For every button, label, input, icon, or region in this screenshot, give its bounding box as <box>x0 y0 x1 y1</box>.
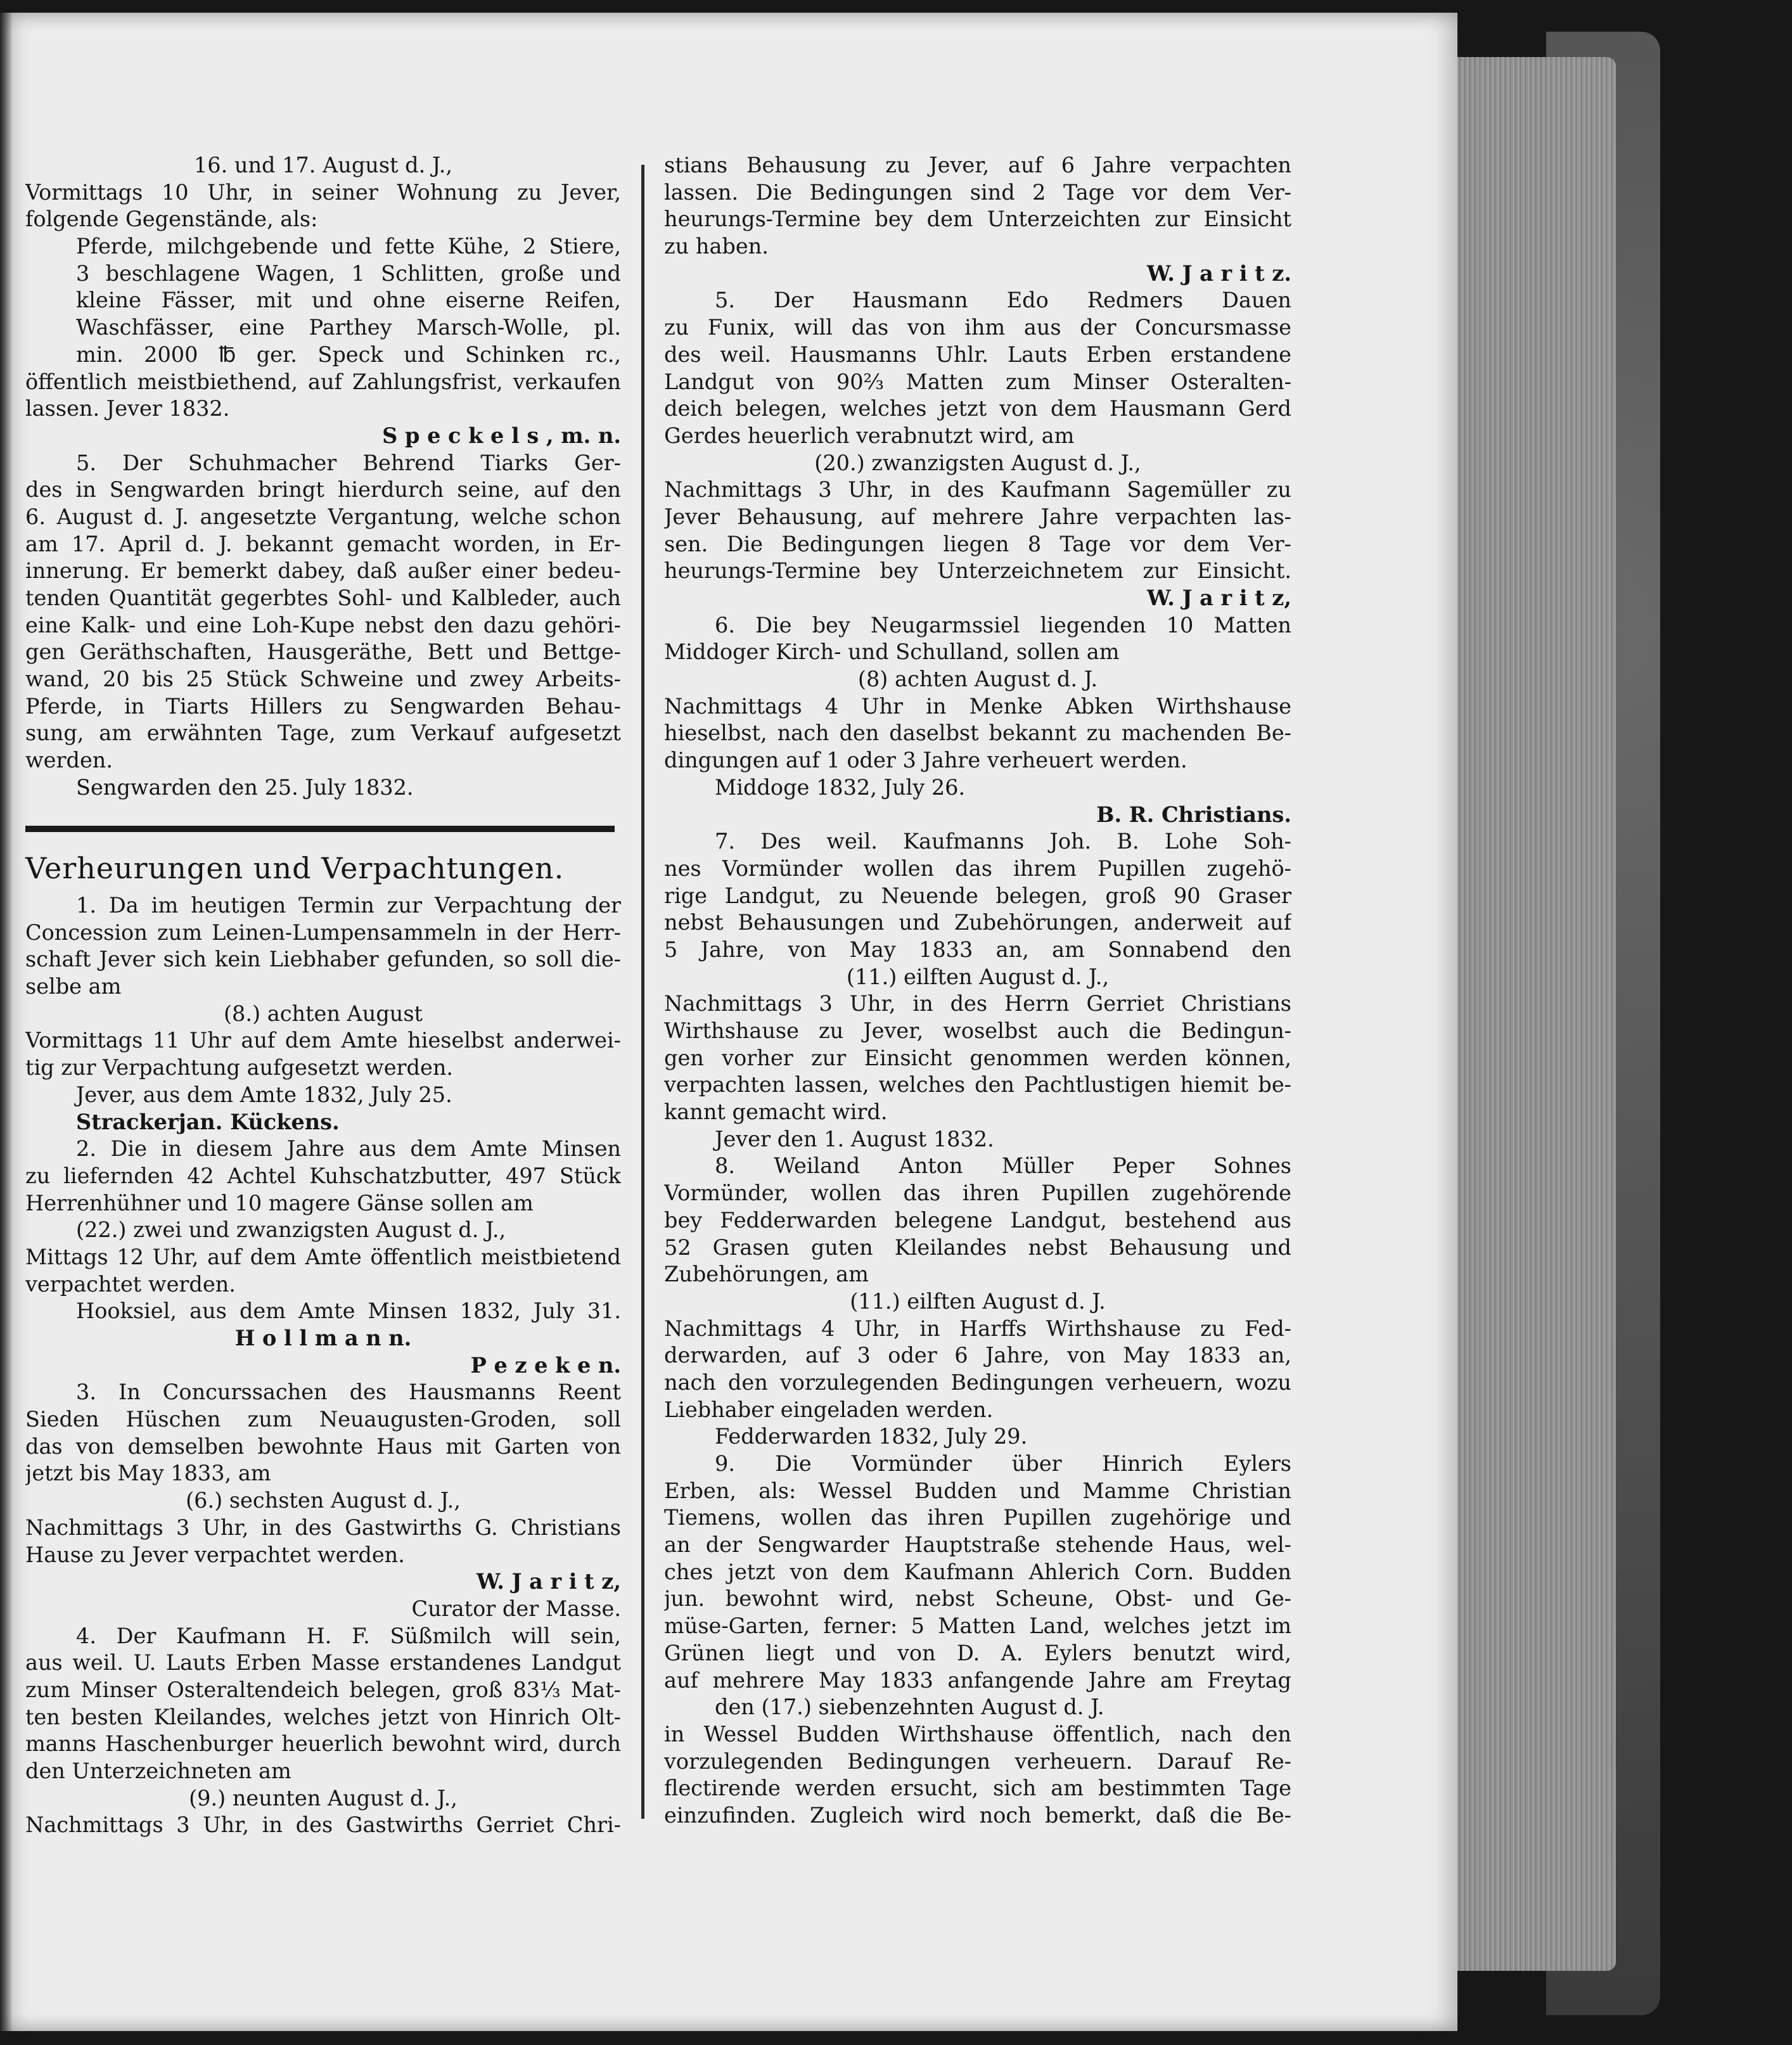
text-line: gen Geräthschaften, Hausgeräthe, Bett und Bettge- <box>25 639 621 665</box>
text-line: Vormittags 10 Uhr, in seiner Wohnung zu Jever, <box>25 179 621 205</box>
text-line: müse-Garten, ferner: 5 Matten Land, welches jetzt im <box>664 1613 1291 1639</box>
text-line: in Wessel Budden Wirthshause öffentlich, nach den <box>664 1721 1291 1747</box>
text-line: tig zur Verpachtung aufgesetzt werden. <box>25 1055 454 1080</box>
text-line: Jever Behausung, auf mehrere Jahre verpachten las- <box>664 504 1291 529</box>
text-line: 16. und 17. August d. J., <box>193 153 453 177</box>
text-line: stians Behausung zu Jever, auf 6 Jahre verpachten <box>664 153 1291 177</box>
text-line: Landgut von 90⅔ Matten zum Minser Osteralten- <box>664 369 1291 394</box>
text-line: des in Sengwarden bringt hierdurch seine, auf den <box>25 477 621 503</box>
text-line: jun. bewohnt wird, nebst Scheune, Obst- und Ge- <box>664 1586 1291 1612</box>
text-line: des weil. Hausmanns Uhlr. Lauts Erben erstandene <box>664 342 1291 367</box>
text-line: aus weil. U. Lauts Erben Masse erstandenes Landgut <box>25 1650 621 1676</box>
text-line: Nachmittags 4 Uhr in Menke Abken Wirthshause <box>664 693 1291 719</box>
text-line: jetzt bis May 1833, am <box>25 1461 271 1486</box>
text-line: 3 beschlagene Wagen, 1 Schlitten, große und <box>76 260 621 286</box>
text-line: Tiemens, wollen das ihren Pupillen zugehörige und <box>664 1505 1291 1530</box>
text-line: Hooksiel, aus dem Amte Minsen 1832, July 31. <box>76 1298 621 1324</box>
text-line: Vormittags 11 Uhr auf dem Amte hieselbst anderwei- <box>25 1028 621 1053</box>
gutter-shadow <box>0 13 13 2031</box>
text-line: derwarden, auf 3 oder 6 Jahre, von May 1833 an, <box>664 1343 1291 1368</box>
text-line: 8. Weiland Anton Müller Peper Sohnes <box>715 1153 1291 1179</box>
text-line: Sengwarden den 25. July 1832. <box>76 774 414 800</box>
text-line: Zubehörungen, am <box>664 1262 869 1287</box>
text-line: W. J a r i t z, <box>476 1569 621 1594</box>
section-title: Verheurungen und Verpachtungen. <box>25 851 565 885</box>
text-line: Liebhaber eingeladen werden. <box>664 1397 994 1422</box>
text-line: Grünen liegt und von D. A. Eylers benutzt wird, <box>664 1640 1291 1665</box>
text-line: H o l l m a n n. <box>234 1326 412 1350</box>
text-line: das von demselben bewohnte Haus mit Garten von <box>25 1433 621 1459</box>
text-line: nach den vorzulegenden Bedingungen verheuern, wozu <box>664 1369 1291 1395</box>
text-line: Erben, als: Wessel Budden und Mamme Christian <box>664 1478 1291 1503</box>
text-line: Middoge 1832, July 26. <box>715 774 966 800</box>
text-line: sung, am erwähnten Tage, zum Verkauf aufgesetzt <box>25 721 621 746</box>
text-line: 7. Des weil. Kaufmanns Joh. B. Lohe Soh- <box>715 829 1291 854</box>
text-line: Middoger Kirch- und Schulland, sollen am <box>664 639 1120 665</box>
text-line: verpachten lassen, welches den Pachtlustigen hiemit be- <box>664 1072 1291 1098</box>
text-line: 5. Der Hausmann Edo Redmers Dauen <box>715 288 1291 313</box>
text-line: Vormünder, wollen das ihren Pupillen zugehörende <box>664 1181 1291 1206</box>
text-line: nebst Behausungen und Zubehörungen, anderweit auf <box>664 910 1291 935</box>
text-line: 52 Grasen guten Kleilandes nebst Behausung und <box>664 1234 1291 1260</box>
text-line: 1. Da im heutigen Termin zur Verpachtung der <box>76 893 621 918</box>
text-line: auf mehrere May 1833 anfangende Jahre am Freytag <box>664 1667 1291 1693</box>
text-line: ches jetzt von dem Kaufmann Ahlerich Corn. Budden <box>664 1559 1291 1584</box>
text-line: verpachtet werden. <box>25 1271 236 1297</box>
text-line: 5 Jahre, von May 1833 an, am Sonnabend den <box>664 937 1291 962</box>
text-line: Wirthshause zu Jever, woselbst auch die Bedingun- <box>664 1018 1291 1043</box>
left-column-top <box>25 152 621 802</box>
text-line: zum Minser Osteraltendeich belegen, groß 83⅓ Mat- <box>25 1677 621 1702</box>
text-line: selbe am <box>25 974 122 999</box>
text-line: an der Sengwarder Hauptstraße stehende Haus, wel- <box>664 1532 1291 1558</box>
text-line: öffentlich meistbiethend, auf Zahlungsfrist, verkaufen <box>25 369 621 394</box>
text-line: Waschfässer, eine Parthey Marsch-Wolle, pl. <box>76 315 621 340</box>
text-line: flectirende werden ersucht, sich am bestimmten Tage <box>664 1776 1291 1801</box>
text-line: (8) achten August d. J. <box>857 667 1098 692</box>
text-line: Jever, aus dem Amte 1832, July 25. <box>76 1082 452 1107</box>
text-line: P e z e k e n. <box>470 1352 621 1378</box>
text-line: zu Funix, will das von ihm aus der Concursmasse <box>664 315 1291 340</box>
text-line: deich belegen, welches jetzt von dem Hausmann Gerd <box>664 396 1291 421</box>
text-line: am 17. April d. J. bekannt gemacht worden, in Er- <box>25 531 621 556</box>
text-line: einzufinden. Zugleich wird noch bemerkt, daß die Be- <box>664 1802 1291 1828</box>
text-line: (11.) eilften August d. J. <box>850 1288 1106 1314</box>
text-line: Fedderwarden 1832, July 29. <box>715 1424 1028 1449</box>
text-line: heurungs-Termine bey Unterzeichnetem zur Einsicht. <box>664 558 1291 584</box>
text-line: 6. Die bey Neugarmssiel liegenden 10 Matten <box>715 612 1291 638</box>
text-line: Pferde, in Tiarts Hillers zu Sengwarden Behau- <box>25 693 621 719</box>
column-rule <box>641 165 644 1819</box>
text-line: Nachmittags 3 Uhr, in des Herrn Gerriet Christians <box>664 991 1291 1016</box>
text-line: Curator der Masse. <box>411 1596 621 1621</box>
text-line: 3. In Concurssachen des Hausmanns Reent <box>76 1380 621 1405</box>
text-line: den Unterzeichneten am <box>25 1759 291 1783</box>
text-line: den (17.) siebenzehnten August d. J. <box>715 1695 1104 1720</box>
text-line: kannt gemacht wird. <box>664 1099 888 1125</box>
text-line: 5. Der Schuhmacher Behrend Tiarks Ger- <box>76 450 621 475</box>
text-line: Sieden Hüschen zum Neuaugusten-Groden, soll <box>25 1407 621 1432</box>
text-line: Concession zum Leinen-Lumpensammeln in der Herr- <box>25 920 621 945</box>
text-line: min. 2000 ℔ ger. Speck und Schinken rc., <box>76 342 621 367</box>
text-line: (22.) zwei und zwanzigsten August d. J., <box>76 1217 506 1243</box>
text-line: Gerdes heuerlich verabnutzt wird, am <box>664 423 1075 448</box>
text-line: Nachmittags 4 Uhr, in Harffs Wirthshause zu Fed- <box>664 1316 1291 1341</box>
text-line: Nachmittags 3 Uhr, in des Gastwirths G. Christians <box>25 1515 621 1540</box>
text-line: Nachmittags 3 Uhr, in des Kaufmann Sagemüller zu <box>664 477 1291 503</box>
text-line: wand, 20 bis 25 Stück Schweine und zwey Arbeits- <box>25 667 621 692</box>
text-line: Jever den 1. August 1832. <box>715 1126 994 1151</box>
text-line: schaft Jever sich kein Liebhaber gefunden, so soll die- <box>25 947 621 972</box>
text-line: (8.) achten August <box>223 1001 423 1026</box>
text-line: Mittags 12 Uhr, auf dem Amte öffentlich meistbietend <box>25 1244 621 1269</box>
text-line: (6.) sechsten August d. J., <box>186 1488 461 1513</box>
text-line: 2. Die in diesem Jahre aus dem Amte Minsen <box>76 1136 621 1162</box>
text-line: Herrenhühner und 10 magere Gänse sollen am <box>25 1190 534 1215</box>
text-line: tenden Quantität gegerbtes Sohl- und Kalbleder, auch <box>25 586 621 610</box>
right-column <box>664 152 1291 1830</box>
text-line: Strackerjan. Kückens. <box>76 1109 340 1134</box>
text-line: Pferde, milchgebende und fette Kühe, 2 Stiere, <box>76 234 621 259</box>
left-column-bottom <box>25 892 621 1839</box>
text-line: (20.) zwanzigsten August d. J., <box>814 450 1141 475</box>
text-line: W. J a r i t z, <box>1146 586 1291 610</box>
text-line: nes Vormünder wollen das ihrem Pupillen zugehö- <box>664 856 1291 881</box>
text-line: W. J a r i t z. <box>1146 260 1291 286</box>
text-line: manns Haschenburger heuerlich bewohnt wird, durch <box>25 1731 621 1757</box>
text-line: folgende Gegenstände, als: <box>25 207 318 232</box>
text-line: S p e c k e l s , m. n. <box>382 423 621 448</box>
text-line: 6. August d. J. angesetzte Vergantung, welche schon <box>25 504 621 529</box>
text-line: sen. Die Bedingungen liegen 8 Tage vor dem Ver- <box>664 531 1291 556</box>
text-line: dingungen auf 1 oder 3 Jahre verheuert werden. <box>664 748 1187 773</box>
text-line: werden. <box>25 748 113 773</box>
text-line: vorzulegenden Bedingungen verheuern. Darauf Re- <box>664 1748 1291 1774</box>
text-line: heurungs-Termine bey dem Unterzeichten zur Einsicht <box>664 207 1291 232</box>
text-line: B. R. Christians. <box>1096 802 1291 827</box>
section-divider <box>25 826 615 832</box>
text-line: zu liefernden 42 Achtel Kuhschatzbutter, 497 Stück <box>25 1163 621 1188</box>
text-line: 4. Der Kaufmann H. F. Süßmilch will sein, <box>76 1623 621 1648</box>
text-line: 9. Die Vormünder über Hinrich Eylers <box>715 1451 1291 1476</box>
text-line: rige Landgut, zu Neuende belegen, groß 90 Graser <box>664 883 1291 908</box>
text-line: zu haben. <box>664 234 769 259</box>
text-line: eine Kalk- und eine Loh-Kupe nebst den dazu gehöri- <box>25 612 621 638</box>
text-line: ten besten Kleilandes, welches jetzt von Hinrich Olt- <box>25 1704 621 1729</box>
text-line: lassen. Die Bedingungen sind 2 Tage vor dem Ver- <box>664 179 1291 205</box>
text-line: Hause zu Jever verpachtet werden. <box>25 1542 405 1567</box>
text-line: (11.) eilften August d. J., <box>846 964 1110 989</box>
text-line: kleine Fässer, mit und ohne eiserne Reifen, <box>76 288 621 313</box>
text-line: bey Fedderwarden belegene Landgut, bestehend aus <box>664 1207 1291 1233</box>
text-line: Nachmittags 3 Uhr, in des Gastwirths Gerriet Chri- <box>25 1812 621 1838</box>
text-line: lassen. Jever 1832. <box>25 396 230 421</box>
page-edges <box>1451 57 1616 1971</box>
text-line: innerung. Er bemerkt dabey, daß außer einer bedeu- <box>25 558 621 584</box>
text-line: (9.) neunten August d. J., <box>189 1785 458 1811</box>
text-line: gen vorher zur Einsicht genommen werden können, <box>664 1045 1291 1070</box>
text-line: hieselbst, nach den daselbst bekannt zu machenden Be- <box>664 721 1291 746</box>
